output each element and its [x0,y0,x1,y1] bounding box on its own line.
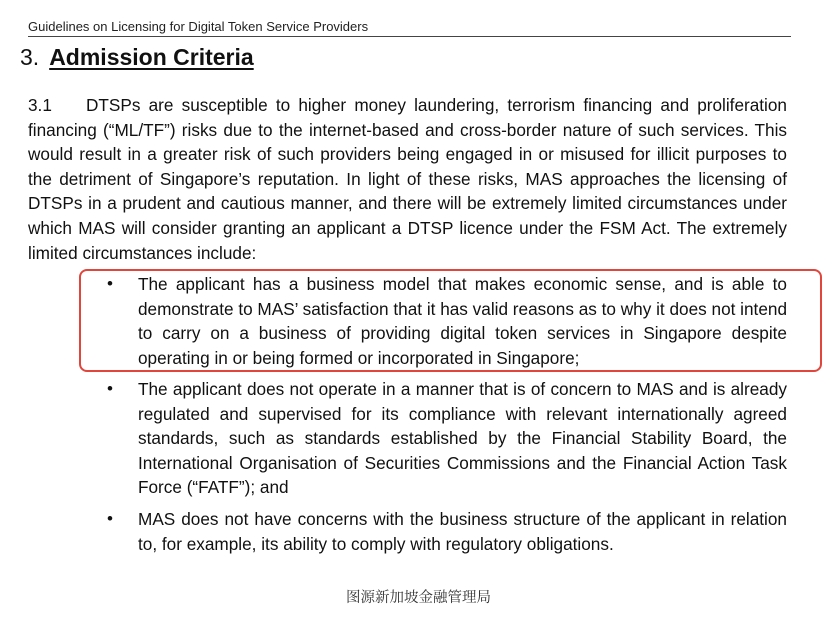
paragraph-3-1 [28,93,787,265]
bullet-marker: • [107,379,113,398]
list-item-text: The applicant has a business model that makes economic sense, and is able to demonstrate to MAS’ satisfaction that it has valid reasons as to why it does not intend to carry on a business of providing digital token services in Singapore despite operating in or being formed or incorporated in Singapore; [138,274,788,368]
image-caption: 图源新加坡金融管理局 [346,590,491,606]
paragraph-number: 3.1 [28,95,52,115]
highlight-annotation-box [79,269,822,372]
section-heading [20,42,254,72]
running-header: Guidelines on Licensing for Digital Token Service Providers [28,19,369,34]
section-title: Admission Criteria [49,44,254,70]
paragraph-text: DTSPs are susceptible to higher money laundering, terrorism financing and proliferation financing (“ML/TF”) risks due to the internet-based and cross-border nature of such services. This would result in a greater risk of such providers being engaged in or misused for illicit purposes to the detriment of Singapore’s reputation. In light of these risks, MAS approaches the licensing of DTSPs in a prudent and cautious manner, and there will be extremely limited circumstances under which MAS will consider granting an applicant a DTSP licence under the FSM Act. The extremely limited circumstances include: [28,95,787,263]
list-item [107,507,787,556]
bullet-marker: • [107,274,113,293]
section-number: 3. [20,44,40,70]
bullet-marker: • [107,509,113,528]
list-item-text: MAS does not have concerns with the business structure of the applicant in relation to, for example, its ability to comply with regulatory obligations. [138,509,787,554]
header-divider [28,36,791,37]
list-item [107,377,787,500]
list-item-text: The applicant does not operate in a manner that is of concern to MAS and is already regulated and supervised for its compliance with relevant internationally agreed standards, such as standards established by the Financial Stability Board, the International Organisation of Securities Commissions and the Financial Action Task Force (“FATF”); and [138,379,787,498]
